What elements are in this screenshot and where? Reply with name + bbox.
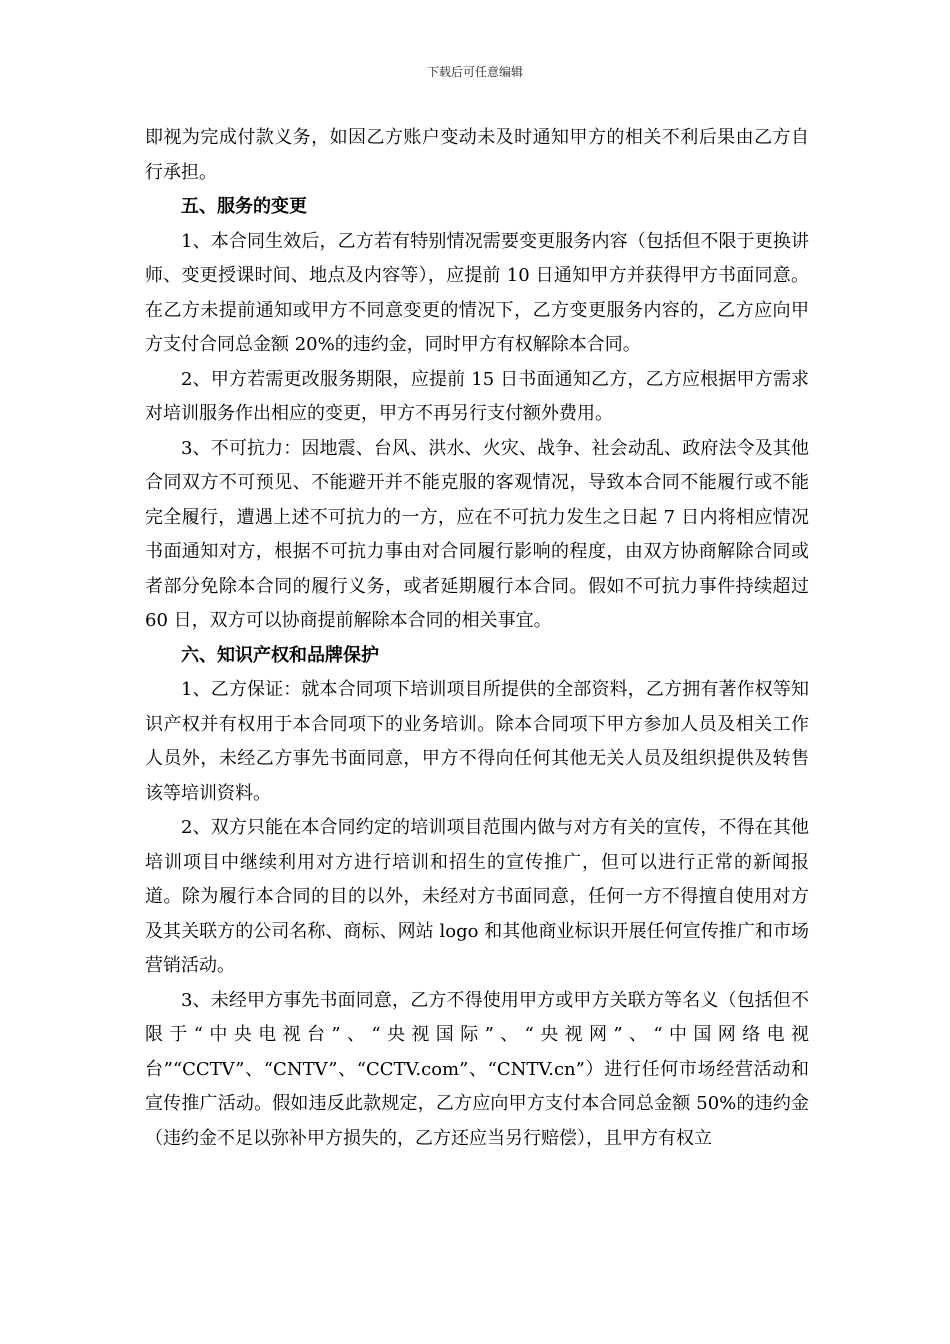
section-heading-5: 五、服务的变更 xyxy=(181,196,307,217)
section-heading-6: 六、知识产权和品牌保护 xyxy=(181,644,379,666)
clause-6-2: 2、双方只能在本合同约定的培训项目范围内做与对方有关的宣传，不得在其他培训项目中继续利用对方进行培训和招生的宣传推广，但可以进行正常的新闻报道。除为履行本合同的目的以外，未经对方书面同意，任何一方不得擅自使用对方及其关联方的公司名称、商标、网站 logo 和其他商业标识开展任何宣传推广和市场营销活动。 xyxy=(145,817,809,976)
clause-6-3: 3、未经甲方事先书面同意，乙方不得使用甲方或甲方关联方等名义（包括但不限于“中央电视台”、“央视国际”、“央视网”、“中国网络电视台”“CCTV”、“CNTV”、“CCTV.com”、“CNTV.cn”）进行任何市场经营活动和宣传推广活动。假如违反此款规定，乙方应向甲方支付本合同总金额 50%的违约金（违约金不足以弥补甲方损失的，乙方还应当另行赔偿），且甲方有权立 xyxy=(145,989,809,1149)
page-header: 下载后可任意编辑 xyxy=(426,65,523,79)
clause-5-3: 3、不可抗力：因地震、台风、洪水、火灾、战争、社会动乱、政府法令及其他合同双方不可预见、不能避开并不能克服的客观情况，导致本合同不能履行或不能完全履行，遭遇上述不可抗力的一方，应在不可抗力发生之日起 7 日内将相应情况书面通知对方，根据不可抗力事由对合同履行影响的程度，由双方协商解除合同或者部分免除本合同的履行义务，或者延期履行本合同。假如不可抗力事件持续超过 60 日，双方可以协商提前解除本合同的相关事宜。 xyxy=(145,437,809,631)
clause-6-1: 1、乙方保证：就本合同项下培训项目所提供的全部资料，乙方拥有著作权等知识产权并有权用于本合同项下的业务培训。除本合同项下甲方参加人员及相关工作人员外，未经乙方事先书面同意，甲方不得向任何其他无关人员及组织提供及转售该等培训资料。 xyxy=(145,679,809,804)
clause-5-2: 2、甲方若需更改服务期限，应提前 15 日书面通知乙方，乙方应根据甲方需求对培训服务作出相应的变更，甲方不再另行支付额外费用。 xyxy=(145,368,809,424)
clause-5-1: 1、本合同生效后，乙方若有特别情况需要变更服务内容（包括但不限于更换讲师、变更授课时间、地点及内容等），应提前 10 日通知甲方并获得甲方书面同意。在乙方未提前通知或甲方不同意变更的情况下，乙方变更服务内容的，乙方应向甲方支付合同总金额 20%的违约金，同时甲方有权解除本合同。 xyxy=(145,230,809,355)
paragraph-continuation: 即视为完成付款义务，如因乙方账户变动未及时通知甲方的相关不利后果由乙方自行承担。 xyxy=(145,127,809,183)
document-body xyxy=(145,121,809,1156)
